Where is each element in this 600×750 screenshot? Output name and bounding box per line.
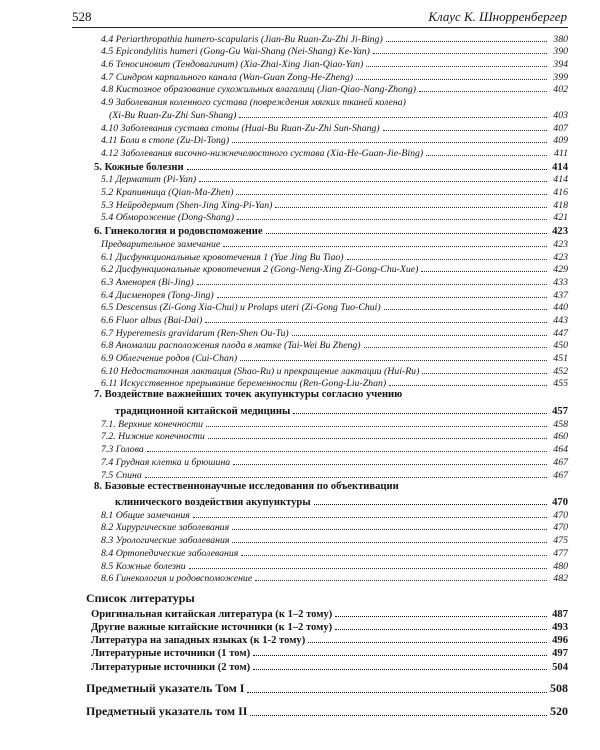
dot-leader: [335, 616, 547, 617]
dot-leader: [335, 629, 547, 630]
toc-entry: [72, 620, 568, 633]
dot-leader: [189, 568, 547, 569]
dot-leader: [241, 555, 547, 556]
toc-entry-page: 399: [553, 71, 568, 83]
toc-entry-title: 8.1 Общие замечания: [101, 509, 190, 521]
dot-leader: [421, 271, 547, 272]
toc-entry-page: 504: [552, 661, 568, 673]
dot-leader: [255, 580, 547, 581]
toc-entry: [72, 313, 568, 326]
toc-entry-page: 458: [553, 418, 568, 430]
toc-entry: [72, 185, 568, 198]
header-rule: [72, 27, 568, 28]
dot-leader: [253, 669, 547, 670]
toc-entry-title: 6.4 Дисменорея (Tong-Jing): [101, 289, 214, 301]
dot-leader: [217, 297, 547, 298]
toc-entry: [72, 455, 568, 468]
toc-entry: [72, 301, 568, 314]
toc-entry-page: 403: [553, 109, 568, 121]
toc-entry: [72, 468, 568, 481]
toc-entry: [72, 70, 568, 83]
dot-leader: [356, 79, 547, 80]
toc-entry-page: 467: [553, 469, 568, 481]
dot-leader: [266, 233, 547, 234]
toc-entry-title: 5.3 Нейродермит (Shen-Jing Xing-Pi-Yan): [101, 199, 273, 211]
dot-leader: [145, 477, 547, 478]
toc-entry-page: 443: [553, 315, 568, 327]
toc-entry-page: 429: [553, 264, 568, 276]
toc-entry-title: 4.11 Боли в стопе (Zu-Di-Tong): [101, 135, 230, 147]
dot-leader: [250, 715, 547, 716]
toc-entry-title: 7.2. Нижние конечности: [101, 431, 205, 443]
dot-leader: [383, 130, 547, 131]
toc-entry-page: 440: [553, 302, 568, 314]
dot-leader: [373, 53, 547, 54]
toc-entry-page: 437: [553, 289, 568, 301]
toc-entry: [72, 326, 568, 339]
toc-entry: [72, 45, 568, 58]
toc-entry: [72, 159, 568, 173]
dot-leader: [364, 347, 547, 348]
dot-leader: [197, 284, 547, 285]
dot-leader: [147, 451, 547, 452]
toc-entry: [72, 32, 568, 45]
toc-entry-title: 7. Воздействие важнейших точек акупунктуры согласно учению: [94, 389, 403, 401]
toc-entry: [72, 351, 568, 364]
table-of-contents: [72, 32, 568, 719]
dot-leader: [389, 385, 547, 386]
toc-entry: [72, 559, 568, 572]
toc-entry-title: Литературные источники (1 том): [91, 648, 251, 660]
toc-entry-page: 416: [553, 187, 568, 199]
dot-leader: [384, 309, 547, 310]
toc-entry: [72, 377, 568, 390]
toc-entry-title: 5. Кожные болезни: [94, 161, 184, 173]
dot-leader: [314, 504, 547, 505]
toc-entry-page: 402: [553, 84, 568, 96]
dot-leader: [232, 142, 547, 143]
toc-entry-page: 418: [553, 199, 568, 211]
dot-leader: [232, 529, 547, 530]
dot-leader: [247, 692, 547, 693]
dot-leader: [419, 91, 547, 92]
toc-entry-page: 394: [553, 59, 568, 71]
toc-entry-title: Предметный указатель том II: [86, 703, 248, 718]
toc-entry-page: 450: [553, 340, 568, 352]
toc-entry: [72, 430, 568, 443]
toc-entry: [72, 481, 568, 495]
toc-entry: [72, 198, 568, 211]
toc-entry-title: 4.7 Синдром карпального канала (Wan-Guan Zong-He-Zheng): [101, 71, 354, 83]
toc-entry-title: (Xi-Bu Ruan-Zu-Zhi Sun-Shang): [109, 109, 237, 121]
toc-entry: [72, 417, 568, 430]
toc-entry: [72, 590, 568, 606]
dot-leader: [236, 194, 547, 195]
toc-entry: [72, 95, 568, 108]
toc-entry-title: Список литературы: [86, 591, 195, 606]
toc-entry-title: Предметный указатель Том I: [86, 680, 245, 695]
toc-entry-title: 8.3 Урологические заболевания: [101, 535, 230, 547]
toc-entry-page: 455: [553, 378, 568, 390]
toc-entry-page: 497: [552, 648, 568, 660]
toc-entry: [72, 108, 568, 121]
dot-leader: [426, 155, 547, 156]
running-title: Клаус К. Шнорренбергер: [428, 9, 567, 24]
toc-entry-title: Другие важные китайские источники (к 1–2 тому): [91, 621, 333, 633]
toc-entry-page: 475: [553, 535, 568, 547]
toc-entry: [72, 288, 568, 301]
toc-entry-page: 423: [553, 251, 568, 263]
dot-leader: [293, 413, 547, 414]
toc-entry-title: 5.4 Обморожение (Dong-Shang): [101, 212, 234, 224]
toc-entry-page: 460: [553, 431, 568, 443]
dot-leader: [386, 41, 547, 42]
toc-entry-page: 409: [553, 135, 568, 147]
toc-entry-page: 493: [552, 621, 568, 633]
toc-entry-title: традиционной китайской медицины: [115, 406, 291, 418]
toc-entry-title: 4.10 Заболевания сустава стопы (Huai-Bu Ruan-Zu-Zhi Sun-Shang): [101, 122, 380, 134]
toc-entry-page: 470: [553, 509, 568, 521]
toc-entry: [72, 494, 568, 508]
toc-entry-page: 414: [552, 161, 568, 173]
toc-entry-title: 6.8 Аномалии расположения плода в матке (Tai-Wei Bu Zheng): [101, 340, 361, 352]
toc-entry: [72, 263, 568, 276]
dot-leader: [187, 169, 547, 170]
dot-leader: [239, 117, 547, 118]
toc-entry-title: 6.3 Аменорея (Bi-Jing): [101, 276, 194, 288]
toc-entry: [72, 533, 568, 546]
toc-entry-title: 4.12 Заболевания височно-нижнечелюстного сустава (Xia-He-Guan-Jie-Bing): [101, 147, 424, 159]
dot-leader: [366, 66, 547, 67]
toc-entry-page: 433: [553, 276, 568, 288]
toc-entry-page: 496: [552, 635, 568, 647]
toc-entry-page: 482: [553, 573, 568, 585]
toc-entry: [72, 237, 568, 250]
toc-entry-page: 390: [553, 46, 568, 58]
dot-leader: [347, 259, 547, 260]
toc-entry-title: 8.6 Гинекология и родовспоможение: [101, 573, 253, 585]
toc-entry-page: 411: [554, 147, 568, 159]
toc-entry-title: 6.11 Искусственное прерывание беременности (Ren-Gong-Liu-Zhan): [101, 378, 387, 390]
toc-entry-title: Оригинальная китайская литература (к 1–2 тому): [91, 608, 333, 620]
toc-entry-title: 6. Гинекология и родовспоможение: [94, 226, 263, 238]
toc-entry-page: 487: [552, 608, 568, 620]
toc-entry-title: 4.5 Epicondylitis humeri (Gong-Gu Wai-Shang (Nei-Shang) Ke-Yan): [101, 46, 370, 58]
toc-entry-title: 4.6 Теносиновит (Тендовагинит) (Xia-Zhai-Xing Jian-Qiao-Yan): [101, 59, 364, 71]
toc-entry: [72, 403, 568, 417]
toc-entry: [72, 572, 568, 585]
toc-entry-page: 451: [553, 353, 568, 365]
toc-entry-page: 470: [553, 522, 568, 534]
toc-entry: [72, 696, 568, 719]
toc-entry-title: 6.7 Hyperemesis gravidarum (Ren-Shen Ou-Tu): [101, 327, 289, 339]
toc-entry-title: 6.6 Fluor albus (Bai-Dai): [101, 315, 203, 327]
page-header: [0, 0, 600, 26]
toc-entry-page: 421: [553, 212, 568, 224]
toc-entry-title: Предварительное замечание: [101, 238, 221, 250]
page-number: 528: [72, 9, 92, 24]
toc-entry: [72, 546, 568, 559]
toc-entry-page: 447: [553, 327, 568, 339]
dot-leader: [292, 335, 547, 336]
toc-entry-page: 457: [552, 406, 568, 418]
dot-leader: [232, 542, 547, 543]
dot-leader: [422, 373, 547, 374]
toc-entry: [72, 442, 568, 455]
toc-entry-page: 520: [550, 703, 568, 718]
toc-entry-page: 414: [553, 174, 568, 186]
toc-entry-page: 480: [553, 560, 568, 572]
dot-leader: [253, 655, 547, 656]
dot-leader: [205, 322, 547, 323]
toc-entry: [72, 211, 568, 224]
toc-entry: [72, 57, 568, 70]
toc-entry-page: 407: [553, 122, 568, 134]
toc-entry-title: 8. Базовые естественнонаучные исследования по объективации: [94, 480, 399, 492]
dot-leader: [223, 246, 547, 247]
toc-entry: [72, 673, 568, 696]
toc-entry-title: Литература на западных языках (к 1-2 тому): [91, 635, 306, 647]
toc-entry-page: 452: [553, 365, 568, 377]
toc-entry-title: клинического воздействия акупунктуры: [115, 497, 311, 509]
toc-entry-title: 7.5 Спина: [101, 469, 142, 481]
toc-entry-title: 8.2 Хирургические заболевания: [101, 522, 230, 534]
toc-entry-page: 423: [552, 226, 568, 238]
toc-entry: [72, 389, 568, 403]
dot-leader: [193, 517, 547, 518]
toc-entry: [72, 364, 568, 377]
dot-leader: [308, 642, 547, 643]
toc-entry: [72, 659, 568, 672]
toc-entry: [72, 173, 568, 186]
dot-leader: [206, 426, 547, 427]
toc-entry-title: Литературные источники (2 том): [91, 661, 251, 673]
toc-entry-title: 6.10 Недостаточная лактация (Shao-Ru) и прекращение лактации (Hui-Ru): [101, 365, 420, 377]
toc-entry-title: 7.3 Голова: [101, 444, 144, 456]
toc-entry-page: 467: [553, 456, 568, 468]
toc-entry: [72, 521, 568, 534]
dot-leader: [275, 207, 547, 208]
toc-entry: [72, 275, 568, 288]
toc-entry: [72, 606, 568, 619]
toc-entry-title: 8.4 Ортопедические заболевания: [101, 547, 239, 559]
toc-entry-page: 423: [553, 238, 568, 250]
dot-leader: [237, 219, 547, 220]
toc-entry-title: 5.1 Дерматит (Pi-Yan): [101, 174, 197, 186]
dot-leader: [233, 464, 547, 465]
dot-leader: [208, 438, 547, 439]
toc-entry: [72, 633, 568, 646]
toc-entry-title: 6.2 Дисфункциональные кровотечения 2 (Gong-Neng-Xing Zi-Gong-Chu-Xue): [101, 264, 419, 276]
toc-entry: [72, 223, 568, 237]
toc-entry: [72, 146, 568, 159]
toc-entry-title: 7.1. Верхние конечности: [101, 418, 204, 430]
toc-entry: [72, 83, 568, 96]
toc-entry-page: 508: [550, 680, 568, 695]
toc-entry: [72, 134, 568, 147]
toc-entry-title: 5.2 Крапивница (Qian-Ma-Zhen): [101, 187, 234, 199]
dot-leader: [199, 181, 547, 182]
toc-entry-page: 477: [553, 547, 568, 559]
dot-leader: [240, 360, 547, 361]
toc-entry-title: 4.8 Кистозное образование сухожильных влагалищ (Jian-Qiao-Nang-Zhong): [101, 84, 417, 96]
toc-entry: [72, 646, 568, 659]
toc-entry-page: 470: [552, 497, 568, 509]
toc-entry: [72, 250, 568, 263]
toc-entry-title: 6.1 Дисфункциональные кровотечения 1 (Yue Jing Bu Tiao): [101, 251, 344, 263]
toc-entry-title: 4.9 Заболевания коленного сустава (повреждения мягких тканей колена): [101, 97, 406, 109]
toc-entry-title: 6.5 Descensus (Zi-Gong Xia-Chui) и Prolaps uteri (Zi-Gong Tuo-Chui): [101, 302, 381, 314]
toc-entry-title: 4.4 Periarthropathia humero-scapularis (Jian-Bu Ruan-Zu-Zhi Ji-Bing): [101, 33, 383, 45]
toc-entry-title: 7.4 Грудная клетка и брюшина: [101, 456, 231, 468]
toc-entry: [72, 121, 568, 134]
toc-entry-title: 8.5 Кожные болезни: [101, 560, 186, 572]
toc-entry-page: 380: [553, 33, 568, 45]
toc-entry: [72, 339, 568, 352]
toc-entry-title: 6.9 Облегчение родов (Cui-Chan): [101, 353, 238, 365]
toc-entry-page: 464: [553, 444, 568, 456]
toc-entry: [72, 508, 568, 521]
